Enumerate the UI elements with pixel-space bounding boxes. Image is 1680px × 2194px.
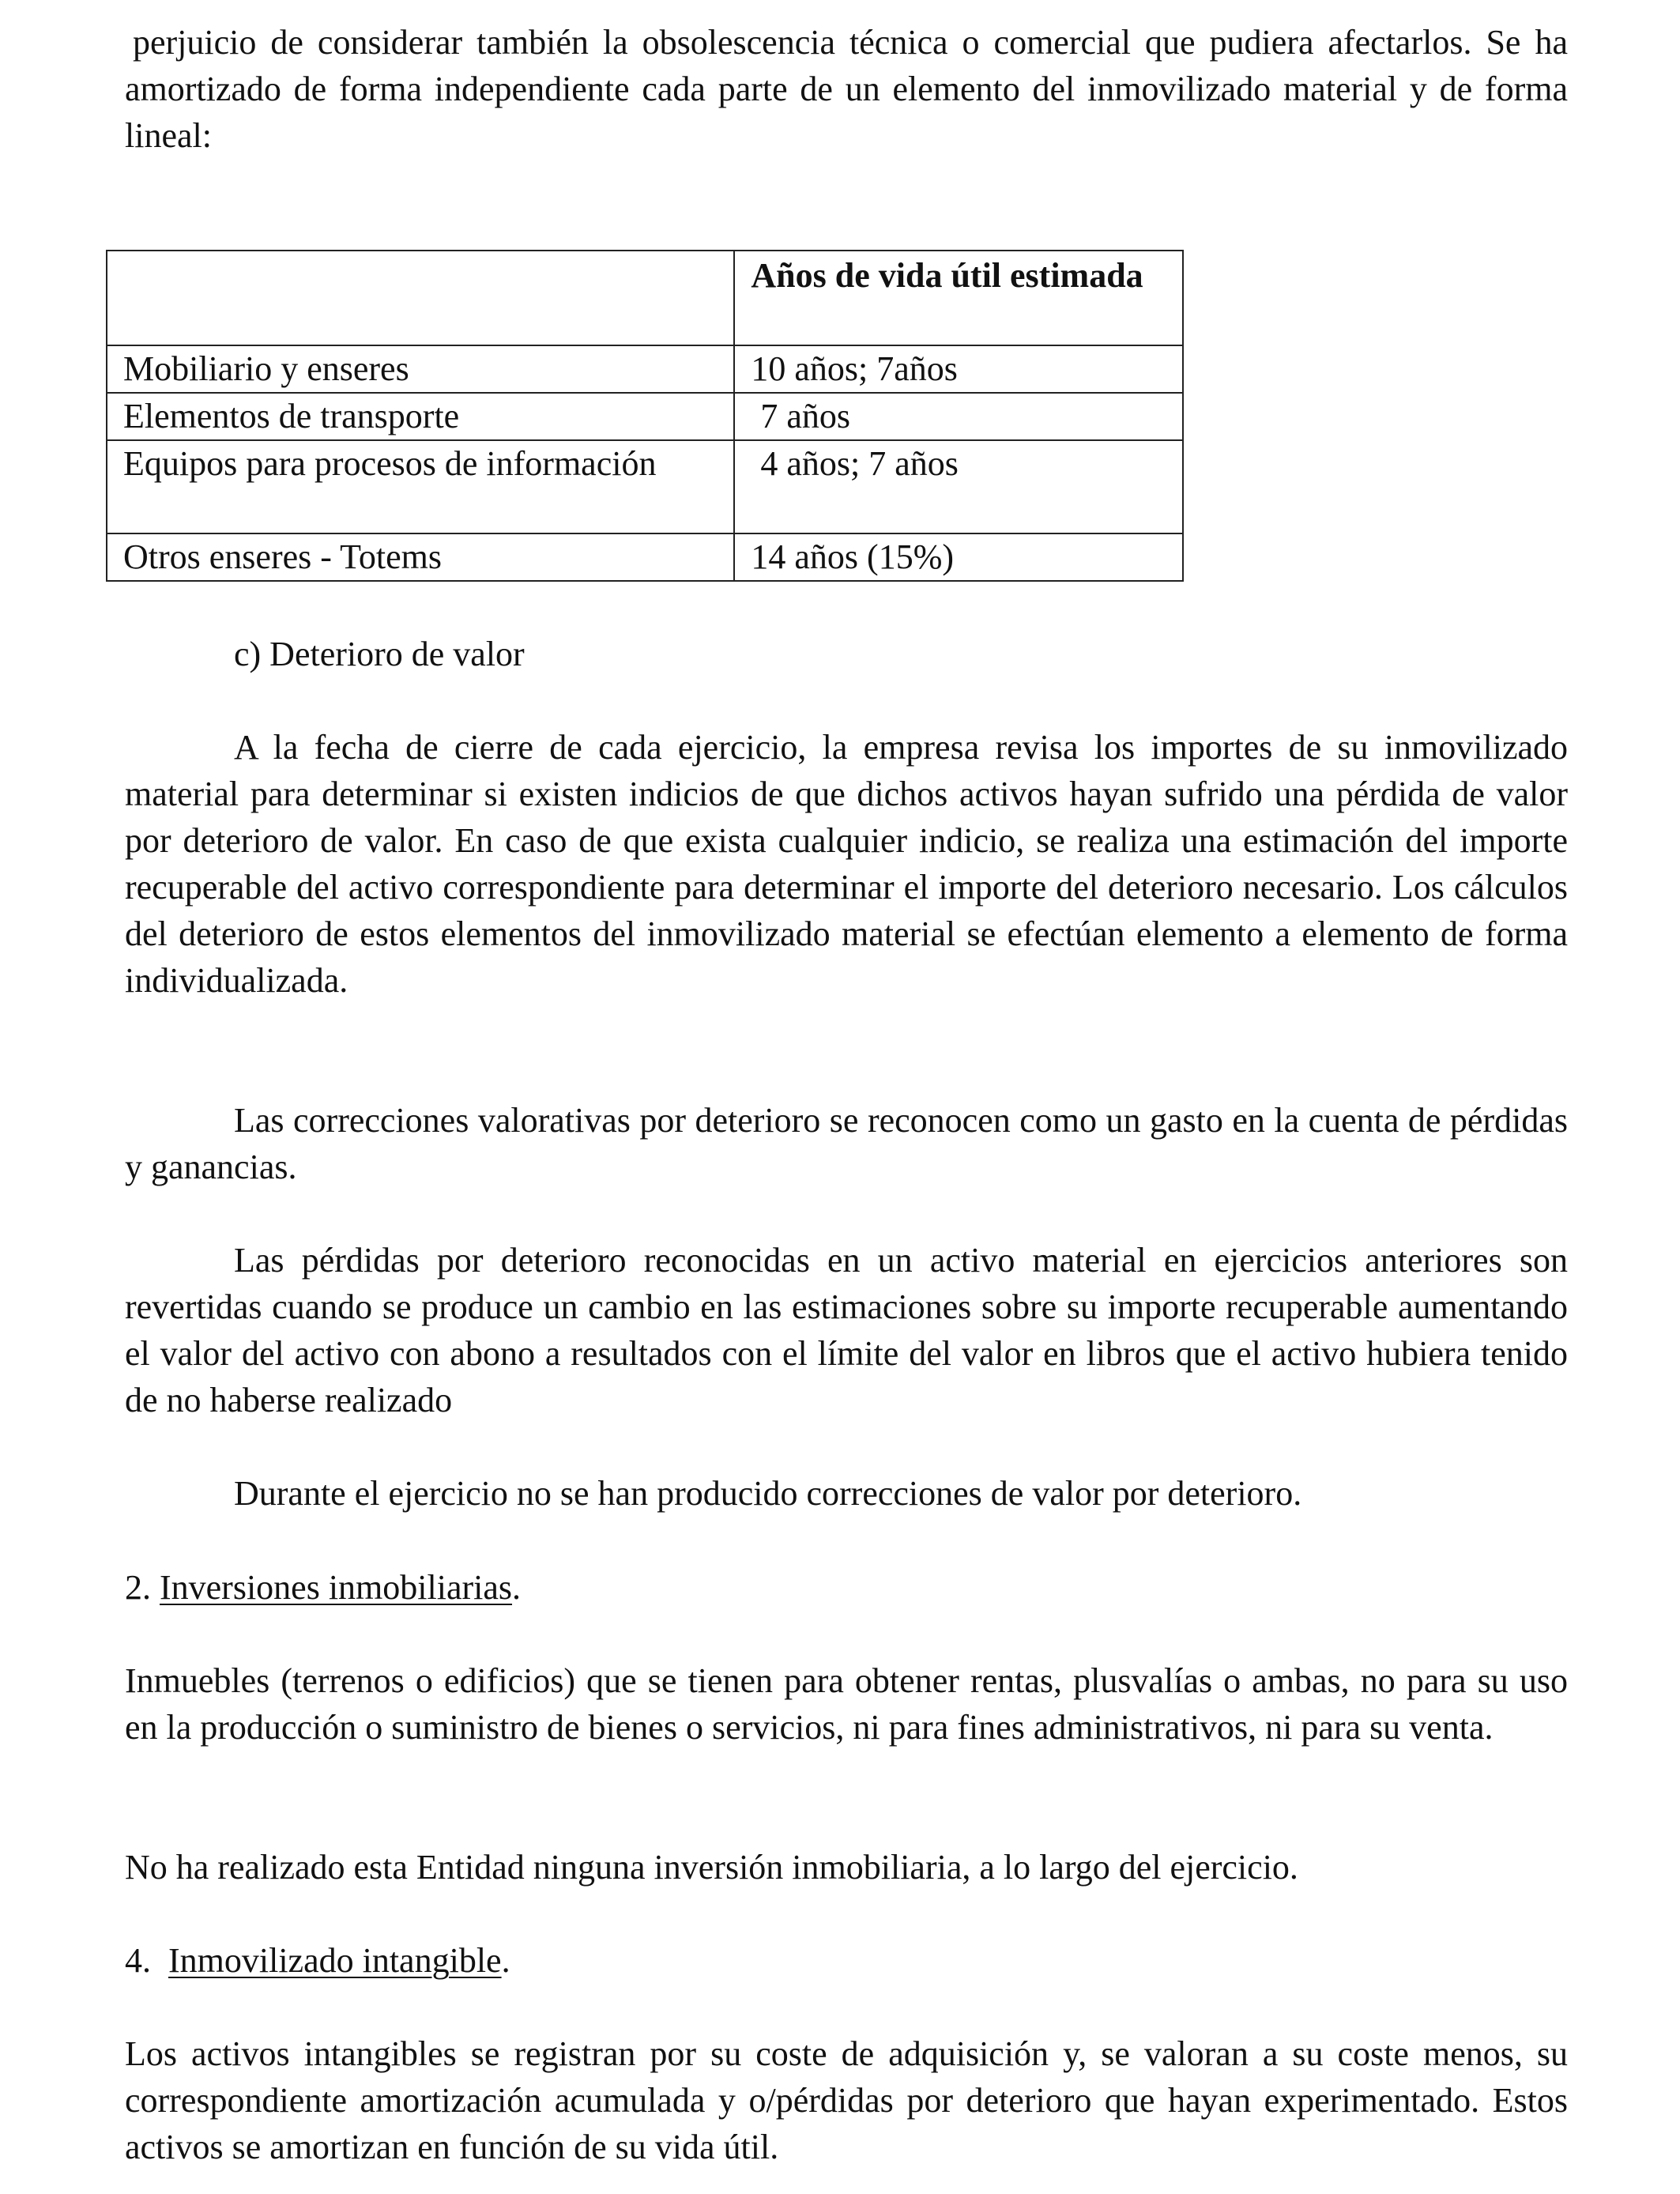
row-years: 10 años; 7años [734,345,1183,393]
section-4-heading [125,1937,510,1984]
row-item: Elementos de transporte [107,393,734,440]
header-cell-useful-life: Años de vida útil estimada [734,251,1183,345]
section-2-heading [125,1564,521,1611]
row-years: 14 años (15%) [734,533,1183,581]
header-cell-empty [107,251,734,345]
table-row [107,345,1183,393]
section-c-paragraph-4: Durante el ejercicio no se han producido correcciones de valor por deterioro. [234,1474,1302,1513]
intro-paragraph: perjuicio de considerar también la obsolescencia técnica o comercial que pudiera afectarlos. Se ha amortizado de forma independiente cada parte de un elemento del inmovilizado material y de forma lineal: [125,23,1568,155]
section-4-number: 4. [125,1941,151,1980]
row-item: Otros enseres - Totems [107,533,734,581]
table-row [107,440,1183,533]
row-years: 4 años; 7 años [760,444,959,483]
section-2-paragraph-1: Inmuebles (terrenos o edificios) que se tienen para obtener rentas, plusvalías o ambas, no para su uso en la producción o suministro de bienes o servicios, ni para fines administrativos, ni para su venta. [125,1661,1568,1747]
section-4-paragraph-1: Los activos intangibles se registran por su coste de adquisición y, se valoran a su coste menos, su correspondiente amortización acumulada y o/pérdidas por deterioro que hayan experimentado. Estos activos se amortizan en función de su vida útil. [125,2034,1568,2166]
section-c-paragraph-1: A la fecha de cierre de cada ejercicio, la empresa revisa los importes de su inmovilizado material para determinar si existen indicios de que dichos activos hayan sufrido una pérdida de valor por deterioro de valor. En caso de que exista cualquier indicio, se realiza una estimación del importe recuperable del activo correspondiente para determinar el importe del deterioro necesario. Los cálculos del deterioro de estos elementos del inmovilizado material se efectúan elemento a elemento de forma individualizada. [125,728,1568,1000]
section-c-title: c) Deterioro de valor [234,635,525,673]
table-row [107,533,1183,581]
section-c-paragraph-3: Las pérdidas por deterioro reconocidas en un activo material en ejercicios anteriores son revertidas cuando se produce un cambio en las estimaciones sobre su importe recuperable aumentando el valor del activo con abono a resultados con el límite del valor en libros que el activo hubiera tenido de no haberse realizado [125,1241,1568,1419]
section-2-title-suffix: . [512,1568,522,1607]
table-row [107,393,1183,440]
section-4-title-suffix: . [501,1941,510,1980]
section-c-paragraph-2: Las correcciones valorativas por deterioro se reconocen como un gasto en la cuenta de pérdidas y ganancias. [125,1101,1568,1186]
row-item: Equipos para procesos de información [107,440,734,533]
useful-life-table [106,250,1184,582]
section-2-title: Inversiones inmobiliarias [160,1568,513,1607]
table-header-row [107,251,1183,345]
section-4-title: Inmovilizado intangible [168,1941,502,1980]
section-2-paragraph-2: No ha realizado esta Entidad ninguna inversión inmobiliaria, a lo largo del ejercicio. [125,1848,1298,1887]
row-item: Mobiliario y enseres [107,345,734,393]
section-2-number: 2. [125,1568,151,1607]
row-years: 7 años [760,397,851,435]
